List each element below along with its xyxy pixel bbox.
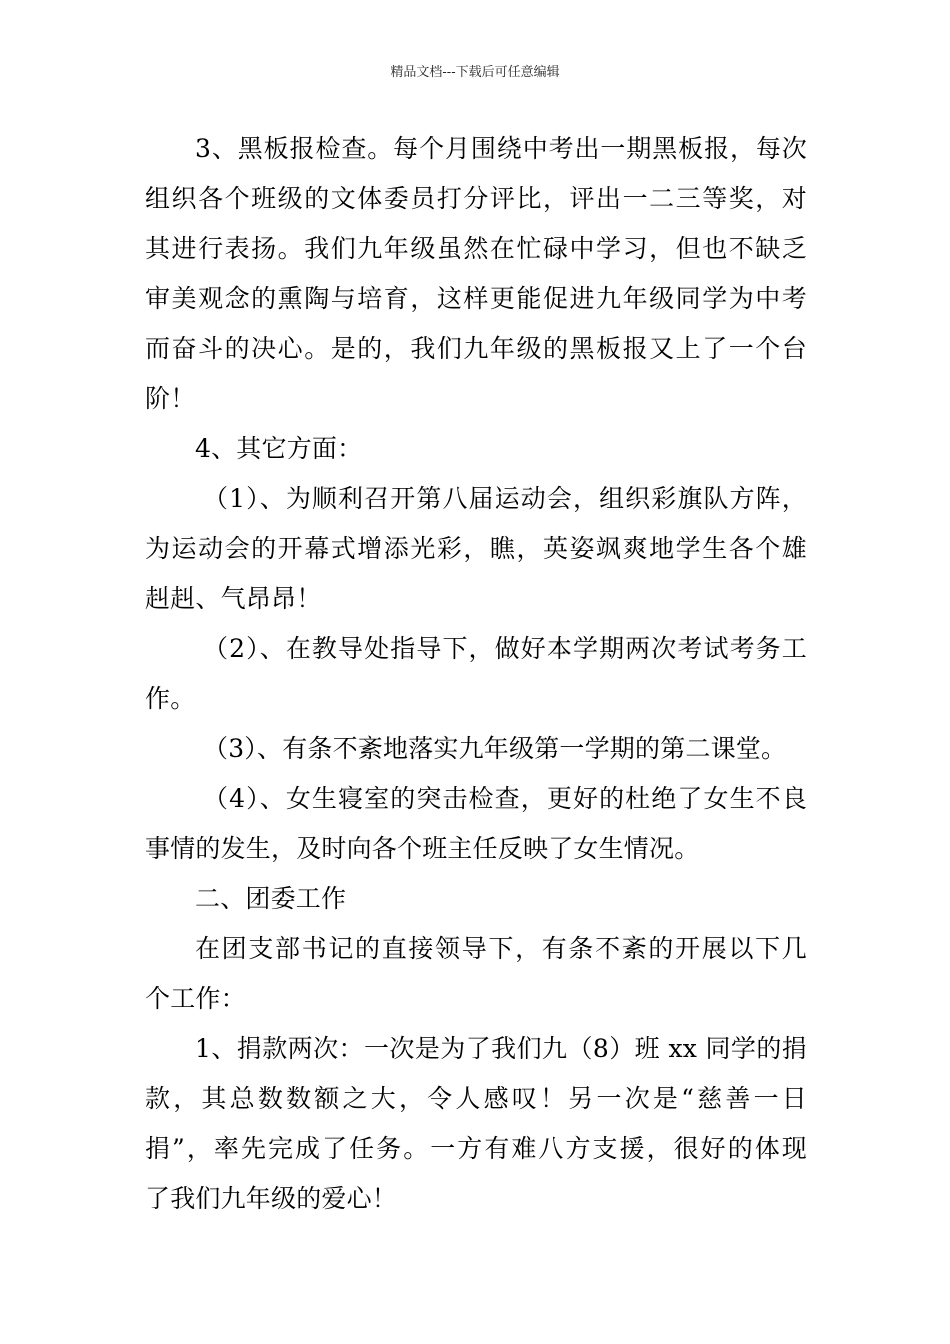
paragraph-line: 1、捐款两次：一次是为了我们九（8）班 xx 同学的捐 [195,1034,807,1063]
page-header: 精品文档---下载后可任意编辑 [390,65,560,80]
paragraph-line: 个工作： [145,984,246,1013]
paragraph-line: （3）、有条不紊地落实九年级第一学期的第二课堂。 [203,734,787,763]
paragraph-line: 了我们九年级的爱心！ [145,1184,398,1213]
paragraph-line: 在团支部书记的直接领导下，有条不紊的开展以下几 [195,934,807,963]
paragraph-line: 为运动会的开幕式增添光彩，瞧，英姿飒爽地学生各个雄 [145,534,807,563]
paragraph-line: 款，其总数数额之大，令人感叹！另一次是“慈善一日 [145,1084,807,1113]
paragraph-line: 阶！ [145,384,196,413]
paragraph-line: 而奋斗的决心。是的，我们九年级的黑板报又上了一个台 [145,334,807,363]
paragraph-line: 事情的发生，及时向各个班主任反映了女生情况。 [145,834,700,863]
document-body [145,124,807,1224]
paragraph-line: 3、黑板报检查。每个月围绕中考出一期黑板报，每次 [195,134,807,163]
paragraph-line: 其进行表扬。我们九年级虽然在忙碌中学习，但也不缺乏 [145,234,807,263]
section-heading: 4、其它方面： [195,434,363,463]
section-heading: 二、团委工作 [195,884,347,913]
paragraph-line: 赳赳、气昂昂！ [145,584,322,613]
paragraph-line: （4）、女生寝室的突击检查，更好的杜绝了女生不良 [203,784,807,813]
paragraph-line: 组织各个班级的文体委员打分评比，评出一二三等奖，对 [145,184,807,213]
paragraph-line: 审美观念的熏陶与培育，这样更能促进九年级同学为中考 [145,284,807,313]
paragraph-line: （1）、为顺利召开第八届运动会，组织彩旗队方阵， [203,484,807,513]
paragraph-line: 作。 [145,684,196,713]
paragraph-line: （2）、在教导处指导下，做好本学期两次考试考务工 [203,634,807,663]
paragraph-line: 捐”，率先完成了任务。一方有难八方支援，很好的体现 [145,1134,807,1163]
